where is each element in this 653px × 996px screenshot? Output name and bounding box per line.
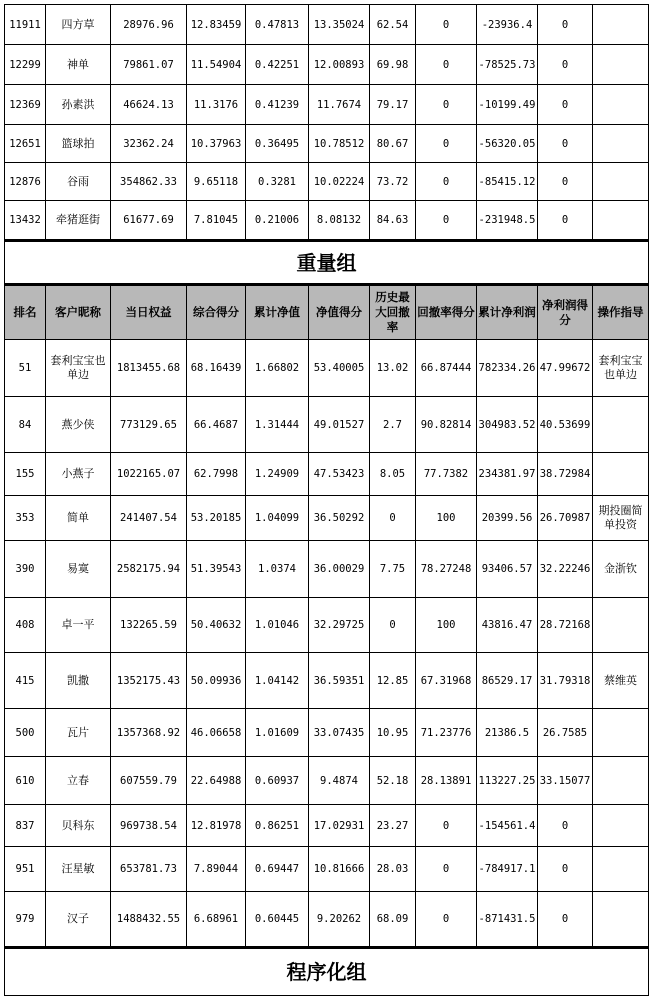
cell-total-score: 12.81978 <box>187 805 246 847</box>
table-row <box>5 125 649 163</box>
cell-total-score: 7.89044 <box>187 847 246 892</box>
cell-cum-profit: 113227.25 <box>477 757 538 805</box>
cell-total-score: 12.83459 <box>187 5 246 45</box>
table-row <box>5 598 649 653</box>
cell-rank: 13432 <box>5 201 46 241</box>
cell-cum-profit: 782334.26 <box>477 340 538 397</box>
cell-total-score: 10.37963 <box>187 125 246 163</box>
cell-total-score: 11.3176 <box>187 85 246 125</box>
cell-total-score: 11.54904 <box>187 45 246 85</box>
header-nickname: 客户昵称 <box>46 285 111 340</box>
cell-cum-nav: 1.31444 <box>246 397 309 453</box>
cell-total-score: 6.68961 <box>187 892 246 948</box>
cell-total-score: 50.40632 <box>187 598 246 653</box>
cell-drawdown-score: 0 <box>416 847 477 892</box>
cell-guidance <box>593 5 649 45</box>
cell-equity: 46624.13 <box>111 85 187 125</box>
cell-equity: 28976.96 <box>111 5 187 45</box>
cell-nav-score: 36.59351 <box>309 653 370 709</box>
cell-nickname: 四方草 <box>46 5 111 45</box>
cell-nickname: 套利宝宝也单边 <box>46 340 111 397</box>
table-row <box>5 340 649 397</box>
table-row <box>5 757 649 805</box>
cell-drawdown-score: 78.27248 <box>416 541 477 598</box>
cell-profit-score: 0 <box>538 892 593 948</box>
cell-equity: 1022165.07 <box>111 453 187 496</box>
cell-equity: 241407.54 <box>111 496 187 541</box>
cell-nickname: 燕少侠 <box>46 397 111 453</box>
cell-profit-score: 28.72168 <box>538 598 593 653</box>
cell-nickname: 神单 <box>46 45 111 85</box>
cell-profit-score: 40.53699 <box>538 397 593 453</box>
cell-drawdown-score: 0 <box>416 805 477 847</box>
group-title-program: 程序化组 <box>5 948 649 996</box>
cell-total-score: 62.7998 <box>187 453 246 496</box>
cell-nav-score: 47.53423 <box>309 453 370 496</box>
cell-profit-score: 0 <box>538 805 593 847</box>
cell-nav-score: 33.07435 <box>309 709 370 757</box>
cell-total-score: 22.64988 <box>187 757 246 805</box>
cell-nav-score: 13.35024 <box>309 5 370 45</box>
header-drawdown-score: 回撤率得分 <box>416 285 477 340</box>
cell-profit-score: 31.79318 <box>538 653 593 709</box>
cell-cum-nav: 1.66802 <box>246 340 309 397</box>
cell-nav-score: 9.20262 <box>309 892 370 948</box>
cell-cum-nav: 0.42251 <box>246 45 309 85</box>
cell-equity: 1488432.55 <box>111 892 187 948</box>
header-cum-nav: 累计净值 <box>246 285 309 340</box>
cell-max-drawdown: 52.18 <box>370 757 416 805</box>
cell-guidance <box>593 847 649 892</box>
cell-nav-score: 10.78512 <box>309 125 370 163</box>
cell-max-drawdown: 13.02 <box>370 340 416 397</box>
cell-profit-score: 0 <box>538 5 593 45</box>
cell-drawdown-score: 0 <box>416 125 477 163</box>
cell-guidance <box>593 201 649 241</box>
cell-cum-profit: 43816.47 <box>477 598 538 653</box>
table-row <box>5 496 649 541</box>
cell-guidance: 金浙钦 <box>593 541 649 598</box>
cell-rank: 12299 <box>5 45 46 85</box>
table-row <box>5 805 649 847</box>
cell-nickname: 贝科东 <box>46 805 111 847</box>
cell-profit-score: 47.99672 <box>538 340 593 397</box>
header-nav-score: 净值得分 <box>309 285 370 340</box>
header-total-score: 综合得分 <box>187 285 246 340</box>
cell-profit-score: 0 <box>538 163 593 201</box>
cell-drawdown-score: 28.13891 <box>416 757 477 805</box>
cell-drawdown-score: 0 <box>416 892 477 948</box>
cell-cum-profit: 93406.57 <box>477 541 538 598</box>
cell-rank: 353 <box>5 496 46 541</box>
cell-equity: 607559.79 <box>111 757 187 805</box>
cell-rank: 415 <box>5 653 46 709</box>
cell-equity: 132265.59 <box>111 598 187 653</box>
cell-nickname: 卓一平 <box>46 598 111 653</box>
cell-profit-score: 0 <box>538 85 593 125</box>
ranking-table <box>4 4 649 996</box>
table-row <box>5 163 649 201</box>
cell-cum-nav: 1.01609 <box>246 709 309 757</box>
cell-nav-score: 17.02931 <box>309 805 370 847</box>
cell-rank: 837 <box>5 805 46 847</box>
cell-cum-profit: -10199.49 <box>477 85 538 125</box>
cell-total-score: 7.81045 <box>187 201 246 241</box>
cell-total-score: 50.09936 <box>187 653 246 709</box>
cell-max-drawdown: 73.72 <box>370 163 416 201</box>
cell-drawdown-score: 77.7382 <box>416 453 477 496</box>
cell-nickname: 汉子 <box>46 892 111 948</box>
cell-rank: 408 <box>5 598 46 653</box>
cell-guidance <box>593 805 649 847</box>
cell-rank: 11911 <box>5 5 46 45</box>
cell-guidance: 蔡维英 <box>593 653 649 709</box>
cell-nav-score: 49.01527 <box>309 397 370 453</box>
cell-cum-profit: -871431.5 <box>477 892 538 948</box>
cell-nav-score: 10.02224 <box>309 163 370 201</box>
cell-max-drawdown: 0 <box>370 496 416 541</box>
table-row <box>5 541 649 598</box>
cell-guidance <box>593 598 649 653</box>
cell-nickname: 牵猪逛街 <box>46 201 111 241</box>
cell-total-score: 66.4687 <box>187 397 246 453</box>
cell-max-drawdown: 2.7 <box>370 397 416 453</box>
cell-max-drawdown: 79.17 <box>370 85 416 125</box>
cell-rank: 610 <box>5 757 46 805</box>
cell-guidance: 套利宝宝也单边 <box>593 340 649 397</box>
cell-cum-profit: 304983.52 <box>477 397 538 453</box>
table-row <box>5 45 649 85</box>
cell-nickname: 瓦片 <box>46 709 111 757</box>
cell-profit-score: 26.70987 <box>538 496 593 541</box>
cell-cum-profit: -85415.12 <box>477 163 538 201</box>
cell-cum-nav: 0.86251 <box>246 805 309 847</box>
cell-cum-profit: 20399.56 <box>477 496 538 541</box>
cell-max-drawdown: 80.67 <box>370 125 416 163</box>
cell-guidance <box>593 125 649 163</box>
cell-equity: 1352175.43 <box>111 653 187 709</box>
cell-drawdown-score: 71.23776 <box>416 709 477 757</box>
cell-rank: 12369 <box>5 85 46 125</box>
cell-nickname: 简单 <box>46 496 111 541</box>
group-title-heavy: 重量组 <box>5 241 649 285</box>
cell-profit-score: 0 <box>538 201 593 241</box>
cell-cum-nav: 0.3281 <box>246 163 309 201</box>
cell-total-score: 9.65118 <box>187 163 246 201</box>
cell-cum-profit: -56320.05 <box>477 125 538 163</box>
cell-max-drawdown: 10.95 <box>370 709 416 757</box>
table-row <box>5 85 649 125</box>
header-rank: 排名 <box>5 285 46 340</box>
cell-drawdown-score: 0 <box>416 45 477 85</box>
cell-cum-nav: 1.04099 <box>246 496 309 541</box>
cell-cum-nav: 0.69447 <box>246 847 309 892</box>
header-equity: 当日权益 <box>111 285 187 340</box>
table-row <box>5 847 649 892</box>
cell-total-score: 46.06658 <box>187 709 246 757</box>
cell-nickname: 小燕子 <box>46 453 111 496</box>
cell-equity: 354862.33 <box>111 163 187 201</box>
cell-equity: 79861.07 <box>111 45 187 85</box>
cell-cum-profit: -154561.4 <box>477 805 538 847</box>
cell-rank: 12876 <box>5 163 46 201</box>
cell-nickname: 易寞 <box>46 541 111 598</box>
cell-max-drawdown: 23.27 <box>370 805 416 847</box>
cell-guidance <box>593 892 649 948</box>
cell-drawdown-score: 100 <box>416 598 477 653</box>
cell-nav-score: 36.00029 <box>309 541 370 598</box>
cell-equity: 2582175.94 <box>111 541 187 598</box>
cell-equity: 1813455.68 <box>111 340 187 397</box>
cell-rank: 155 <box>5 453 46 496</box>
cell-cum-profit: 234381.97 <box>477 453 538 496</box>
cell-cum-nav: 0.36495 <box>246 125 309 163</box>
table-header <box>5 285 649 340</box>
cell-nav-score: 9.4874 <box>309 757 370 805</box>
cell-nickname: 孙素洪 <box>46 85 111 125</box>
cell-cum-profit: -78525.73 <box>477 45 538 85</box>
cell-guidance: 期投圈简单投资 <box>593 496 649 541</box>
cell-drawdown-score: 100 <box>416 496 477 541</box>
cell-max-drawdown: 84.63 <box>370 201 416 241</box>
cell-cum-profit: 86529.17 <box>477 653 538 709</box>
cell-max-drawdown: 7.75 <box>370 541 416 598</box>
cell-nickname: 篮球拍 <box>46 125 111 163</box>
cell-rank: 12651 <box>5 125 46 163</box>
cell-equity: 32362.24 <box>111 125 187 163</box>
cell-profit-score: 0 <box>538 45 593 85</box>
cell-total-score: 68.16439 <box>187 340 246 397</box>
table-row <box>5 653 649 709</box>
cell-drawdown-score: 66.87444 <box>416 340 477 397</box>
cell-drawdown-score: 90.82814 <box>416 397 477 453</box>
cell-nav-score: 32.29725 <box>309 598 370 653</box>
cell-nav-score: 12.00893 <box>309 45 370 85</box>
cell-max-drawdown: 8.05 <box>370 453 416 496</box>
cell-cum-nav: 1.01046 <box>246 598 309 653</box>
cell-drawdown-score: 0 <box>416 163 477 201</box>
cell-guidance <box>593 757 649 805</box>
cell-nickname: 立春 <box>46 757 111 805</box>
table-row <box>5 709 649 757</box>
cell-nickname: 谷雨 <box>46 163 111 201</box>
cell-guidance <box>593 709 649 757</box>
table-row <box>5 397 649 453</box>
cell-cum-profit: -23936.4 <box>477 5 538 45</box>
cell-rank: 51 <box>5 340 46 397</box>
cell-total-score: 51.39543 <box>187 541 246 598</box>
cell-max-drawdown: 0 <box>370 598 416 653</box>
cell-cum-nav: 0.60445 <box>246 892 309 948</box>
cell-nav-score: 11.7674 <box>309 85 370 125</box>
cell-equity: 969738.54 <box>111 805 187 847</box>
cell-rank: 84 <box>5 397 46 453</box>
cell-total-score: 53.20185 <box>187 496 246 541</box>
cell-drawdown-score: 0 <box>416 5 477 45</box>
cell-drawdown-score: 0 <box>416 85 477 125</box>
header-cum-profit: 累计净利润 <box>477 285 538 340</box>
cell-guidance <box>593 453 649 496</box>
cell-rank: 390 <box>5 541 46 598</box>
cell-profit-score: 0 <box>538 125 593 163</box>
cell-guidance <box>593 45 649 85</box>
table-row <box>5 892 649 948</box>
cell-cum-nav: 1.0374 <box>246 541 309 598</box>
cell-nickname: 凯撒 <box>46 653 111 709</box>
cell-cum-nav: 0.60937 <box>246 757 309 805</box>
cell-drawdown-score: 67.31968 <box>416 653 477 709</box>
cell-cum-nav: 0.47813 <box>246 5 309 45</box>
cell-rank: 951 <box>5 847 46 892</box>
cell-cum-profit: -231948.5 <box>477 201 538 241</box>
cell-cum-nav: 0.41239 <box>246 85 309 125</box>
cell-profit-score: 38.72984 <box>538 453 593 496</box>
header-profit-score: 净利润得分 <box>538 285 593 340</box>
cell-drawdown-score: 0 <box>416 201 477 241</box>
cell-max-drawdown: 62.54 <box>370 5 416 45</box>
cell-cum-nav: 1.04142 <box>246 653 309 709</box>
cell-profit-score: 32.22246 <box>538 541 593 598</box>
header-guidance: 操作指导 <box>593 285 649 340</box>
cell-rank: 979 <box>5 892 46 948</box>
cell-rank: 500 <box>5 709 46 757</box>
cell-cum-nav: 1.24909 <box>246 453 309 496</box>
cell-equity: 1357368.92 <box>111 709 187 757</box>
table-row <box>5 201 649 241</box>
cell-guidance <box>593 85 649 125</box>
cell-max-drawdown: 68.09 <box>370 892 416 948</box>
cell-max-drawdown: 69.98 <box>370 45 416 85</box>
cell-nav-score: 10.81666 <box>309 847 370 892</box>
cell-guidance <box>593 397 649 453</box>
cell-cum-profit: -784917.1 <box>477 847 538 892</box>
cell-nav-score: 53.40005 <box>309 340 370 397</box>
cell-equity: 61677.69 <box>111 201 187 241</box>
table-row <box>5 5 649 45</box>
header-max-drawdown: 历史最大回撤率 <box>370 285 416 340</box>
cell-max-drawdown: 28.03 <box>370 847 416 892</box>
cell-cum-nav: 0.21006 <box>246 201 309 241</box>
cell-equity: 653781.73 <box>111 847 187 892</box>
cell-max-drawdown: 12.85 <box>370 653 416 709</box>
cell-nav-score: 36.50292 <box>309 496 370 541</box>
cell-profit-score: 33.15077 <box>538 757 593 805</box>
cell-profit-score: 0 <box>538 847 593 892</box>
cell-cum-profit: 21386.5 <box>477 709 538 757</box>
cell-nav-score: 8.08132 <box>309 201 370 241</box>
cell-guidance <box>593 163 649 201</box>
table-row <box>5 453 649 496</box>
cell-equity: 773129.65 <box>111 397 187 453</box>
cell-profit-score: 26.7585 <box>538 709 593 757</box>
cell-nickname: 汪星敏 <box>46 847 111 892</box>
